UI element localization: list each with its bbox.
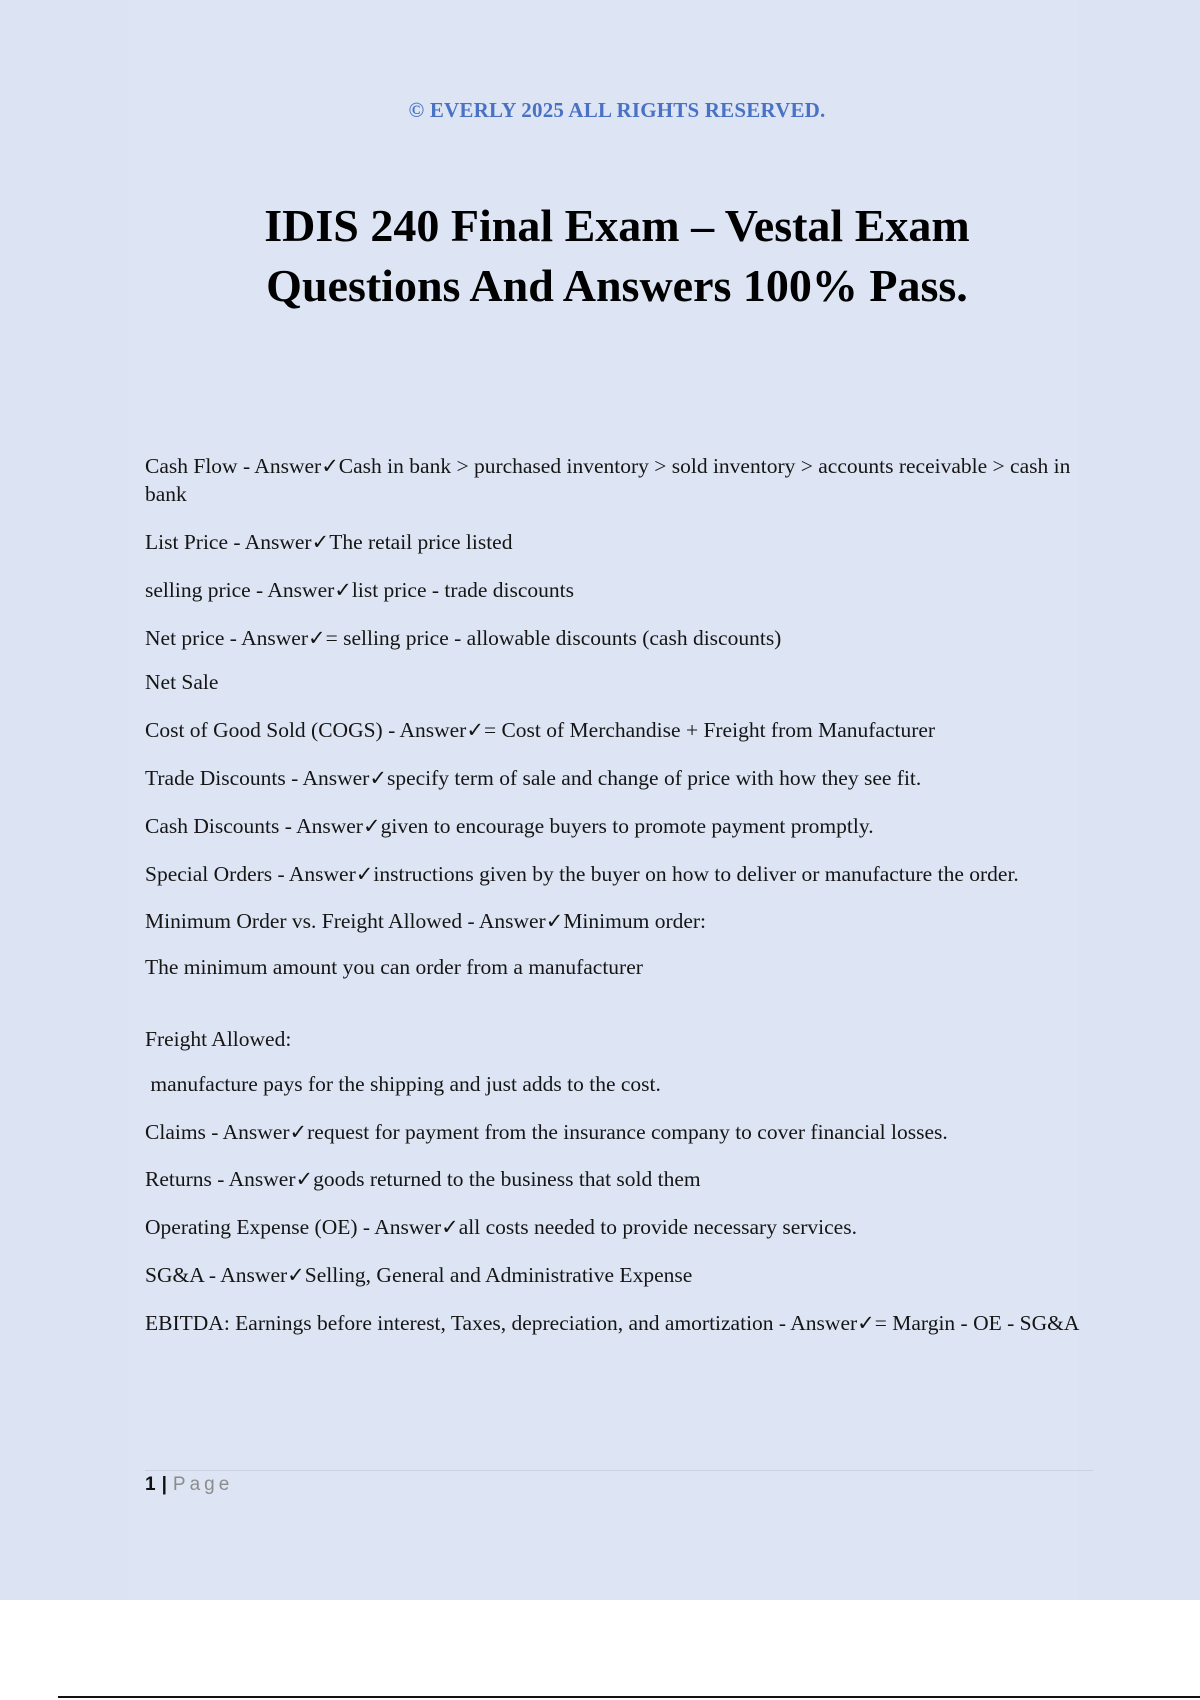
check-icon: ✓ bbox=[287, 1263, 305, 1287]
question: Claims - Answer bbox=[145, 1120, 290, 1144]
document-title bbox=[0, 196, 1200, 316]
qa-list-price bbox=[145, 528, 1080, 556]
qa-special-orders bbox=[145, 860, 1080, 888]
check-icon: ✓ bbox=[441, 1215, 459, 1239]
check-icon: ✓ bbox=[321, 454, 339, 478]
page-number: 1 bbox=[145, 1474, 156, 1495]
question: List Price - Answer bbox=[145, 530, 312, 554]
check-icon: ✓ bbox=[857, 1311, 875, 1335]
answer: Cash in bank > purchased inventory > sold inventory > accounts receivable > cash in bank bbox=[145, 454, 1071, 506]
qa-claims bbox=[145, 1118, 1080, 1146]
check-icon: ✓ bbox=[362, 814, 381, 838]
check-icon: ✓ bbox=[311, 530, 330, 554]
text-freight-allowed: Freight Allowed: bbox=[145, 1027, 292, 1051]
question: Net price - Answer bbox=[145, 626, 308, 650]
check-icon: ✓ bbox=[369, 766, 387, 790]
answer: specify term of sale and change of price with how they see fit. bbox=[386, 766, 922, 790]
bottom-divider bbox=[58, 1696, 1200, 1698]
qa-cogs bbox=[145, 716, 1080, 744]
question: Minimum Order vs. Freight Allowed - Answer bbox=[145, 909, 546, 933]
check-icon: ✓ bbox=[545, 909, 564, 933]
question: Returns - Answer bbox=[145, 1167, 296, 1191]
qa-list bbox=[145, 452, 1080, 1337]
question: Operating Expense (OE) - Answer bbox=[145, 1215, 442, 1239]
qa-net-price bbox=[145, 624, 1080, 652]
check-icon: ✓ bbox=[289, 1120, 308, 1144]
qa-ebitda bbox=[145, 1309, 1080, 1337]
answer: Minimum order: bbox=[563, 909, 707, 933]
question: selling price - Answer bbox=[145, 578, 335, 602]
answer: = Cost of Merchandise + Freight from Manufacturer bbox=[483, 718, 936, 742]
answer: list price - trade discounts bbox=[351, 578, 574, 602]
question: Special Orders - Answer bbox=[145, 862, 356, 886]
qa-cash-discounts bbox=[145, 812, 1080, 840]
qa-operating-expense bbox=[145, 1213, 1080, 1241]
answer: given to encourage buyers to promote payment promptly. bbox=[380, 814, 874, 838]
check-icon: ✓ bbox=[355, 862, 374, 886]
text-minimum-amount: The minimum amount you can order from a manufacturer bbox=[145, 955, 643, 979]
answer: request for payment from the insurance company to cover financial losses. bbox=[307, 1120, 948, 1144]
answer: goods returned to the business that sold them bbox=[313, 1167, 701, 1191]
text-net-sale: Net Sale bbox=[145, 670, 219, 694]
qa-returns bbox=[145, 1165, 1080, 1193]
question: Cash Discounts - Answer bbox=[145, 814, 363, 838]
answer: Selling, General and Administrative Expense bbox=[304, 1263, 693, 1287]
question: Cost of Good Sold (COGS) - Answer bbox=[145, 718, 467, 742]
qa-cash-flow bbox=[145, 452, 1080, 508]
qa-sga bbox=[145, 1261, 1080, 1289]
question: SG&A - Answer bbox=[145, 1263, 288, 1287]
check-icon: ✓ bbox=[466, 718, 484, 742]
copyright-notice: © EVERLY 2025 ALL RIGHTS RESERVED. bbox=[408, 98, 826, 122]
title-line-2: Questions And Answers 100% Pass. bbox=[266, 260, 968, 311]
question: Cash Flow - Answer bbox=[145, 454, 322, 478]
text-manufacture-pays: manufacture pays for the shipping and just adds to the cost. bbox=[145, 1072, 661, 1096]
check-icon: ✓ bbox=[307, 626, 326, 650]
title-line-1: IDIS 240 Final Exam – Vestal Exam bbox=[264, 200, 970, 251]
qa-selling-price bbox=[145, 576, 1080, 604]
footer-separator: | bbox=[161, 1474, 167, 1495]
qa-minimum-order bbox=[145, 907, 1080, 935]
question: Trade Discounts - Answer bbox=[145, 766, 370, 790]
answer: = Margin - OE - SG&A bbox=[874, 1311, 1080, 1335]
answer: = selling price - allowable discounts (cash discounts) bbox=[325, 626, 782, 650]
qa-trade-discounts bbox=[145, 764, 1080, 792]
check-icon: ✓ bbox=[334, 578, 352, 602]
page-footer bbox=[145, 1474, 233, 1496]
answer: instructions given by the buyer on how to deliver or manufacture the order. bbox=[373, 862, 1019, 886]
question: EBITDA: Earnings before interest, Taxes, depreciation, and amortization - Answer bbox=[145, 1311, 858, 1335]
answer: The retail price listed bbox=[329, 530, 513, 554]
answer: all costs needed to provide necessary services. bbox=[458, 1215, 857, 1239]
page-label: Page bbox=[172, 1474, 234, 1495]
check-icon: ✓ bbox=[295, 1167, 314, 1191]
footer-divider bbox=[145, 1470, 1093, 1471]
